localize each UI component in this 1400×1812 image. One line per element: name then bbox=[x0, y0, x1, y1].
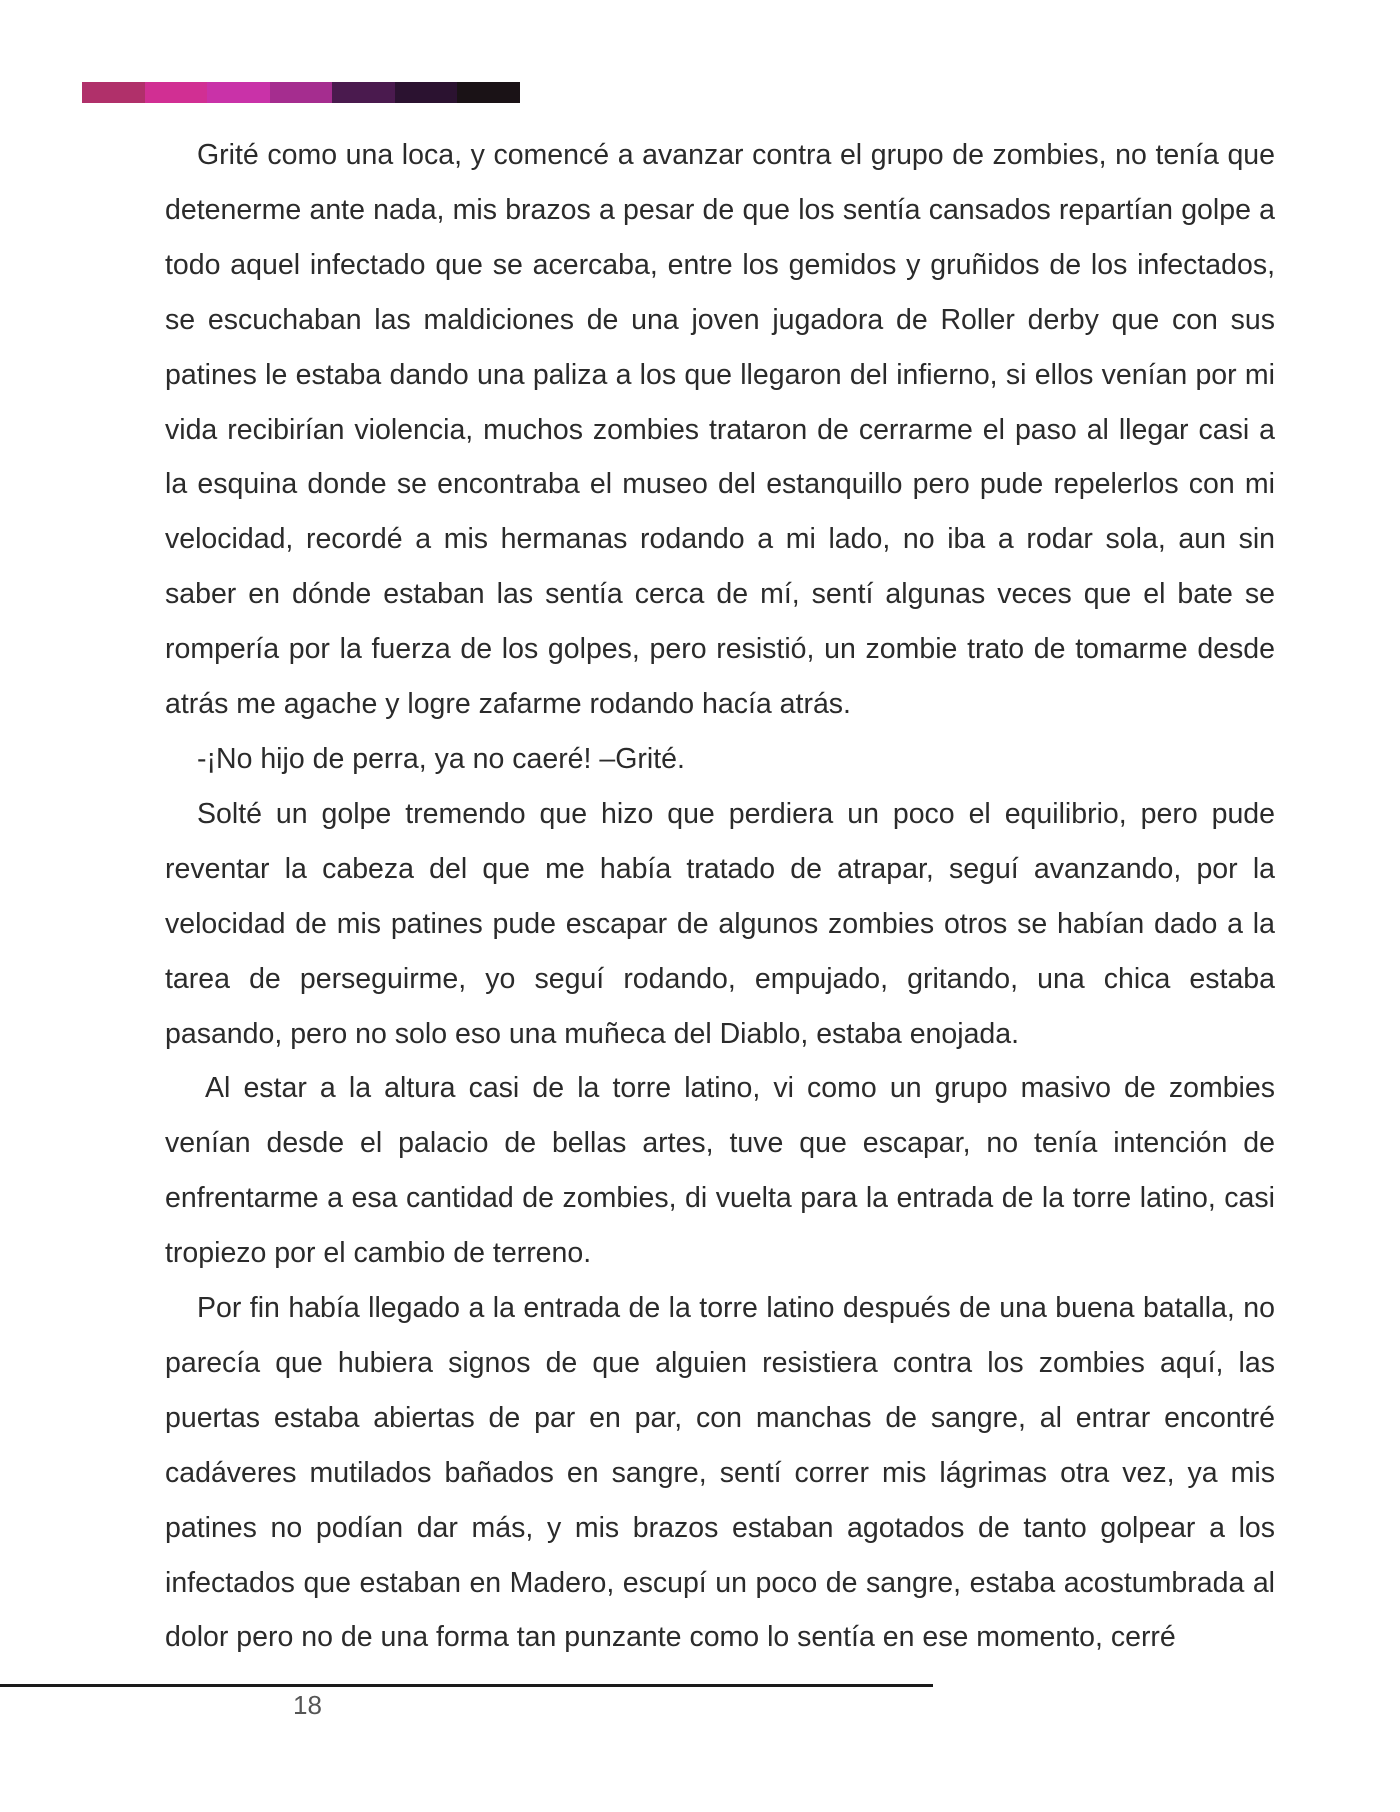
color-bar-segment bbox=[82, 82, 145, 103]
paragraph: Grité como una loca, y comencé a avanzar contra el grupo de zombies, no tenía que detenerme ante nada, mis brazos a pesar de que los sentía cansados repartían golpe a todo aquel infectado que se acercaba, entre los gemidos y gruñidos de los infectados, se escuchaban las maldiciones de una joven jugadora de Roller derby que con sus patines le estaba dando una paliza a los que llegaron del infierno, si ellos venían por mi vida recibirían violencia, muchos zombies trataron de cerrarme el paso al llegar casi a la esquina donde se encontraba el museo del estanquillo pero pude repelerlos con mi velocidad, recordé a mis hermanas rodando a mi lado, no iba a rodar sola, aun sin saber en dónde estaban las sentía cerca de mí, sentí algunas veces que el bate se rompería por la fuerza de los golpes, pero resistió, un zombie trato de tomarme desde atrás me agache y logre zafarme rodando hacía atrás. bbox=[165, 139, 1275, 721]
decorative-color-bar bbox=[82, 82, 520, 103]
color-bar-segment bbox=[207, 82, 270, 103]
paragraph: Por fin había llegado a la entrada de la torre latino después de una buena batalla, no parecía que hubiera signos de que alguien resistiera contra los zombies aquí, las puertas estaba abiertas de par en par, con manchas de sangre, al entrar encontré cadáveres mutilados bañados en sangre, sentí correr mis lágrimas otra vez, ya mis patines no podían dar más, y mis brazos estaban agotados de tanto golpear a los infectados que estaban en Madero, escupí un poco de sangre, estaba acostumbrada al dolor pero no de una forma tan punzante como lo sentía en ese momento, cerré bbox=[165, 1292, 1275, 1654]
color-bar-segment bbox=[332, 82, 395, 103]
body-text bbox=[165, 128, 1275, 1665]
color-bar-segment bbox=[395, 82, 458, 103]
footer-rule bbox=[0, 1684, 933, 1687]
color-bar-segment bbox=[145, 82, 208, 103]
paragraph: Solté un golpe tremendo que hizo que perdiera un poco el equilibrio, pero pude reventar la cabeza del que me había tratado de atrapar, seguí avanzando, por la velocidad de mis patines pude escapar de algunos zombies otros se habían dado a la tarea de perseguirme, yo seguí rodando, empujado, gritando, una chica estaba pasando, pero no solo eso una muñeca del Diablo, estaba enojada. bbox=[165, 797, 1275, 1050]
page-number: 18 bbox=[293, 1690, 322, 1720]
color-bar-segment bbox=[270, 82, 333, 103]
color-bar-segment bbox=[457, 82, 520, 103]
dialogue-line: -¡No hijo de perra, ya no caeré! –Grité. bbox=[197, 742, 685, 775]
paragraph: Al estar a la altura casi de la torre latino, vi como un grupo masivo de zombies venían desde el palacio de bellas artes, tuve que escapar, no tenía intención de enfrentarme a esa cantidad de zombies, di vuelta para la entrada de la torre latino, casi tropiezo por el cambio de terreno. bbox=[165, 1072, 1275, 1270]
